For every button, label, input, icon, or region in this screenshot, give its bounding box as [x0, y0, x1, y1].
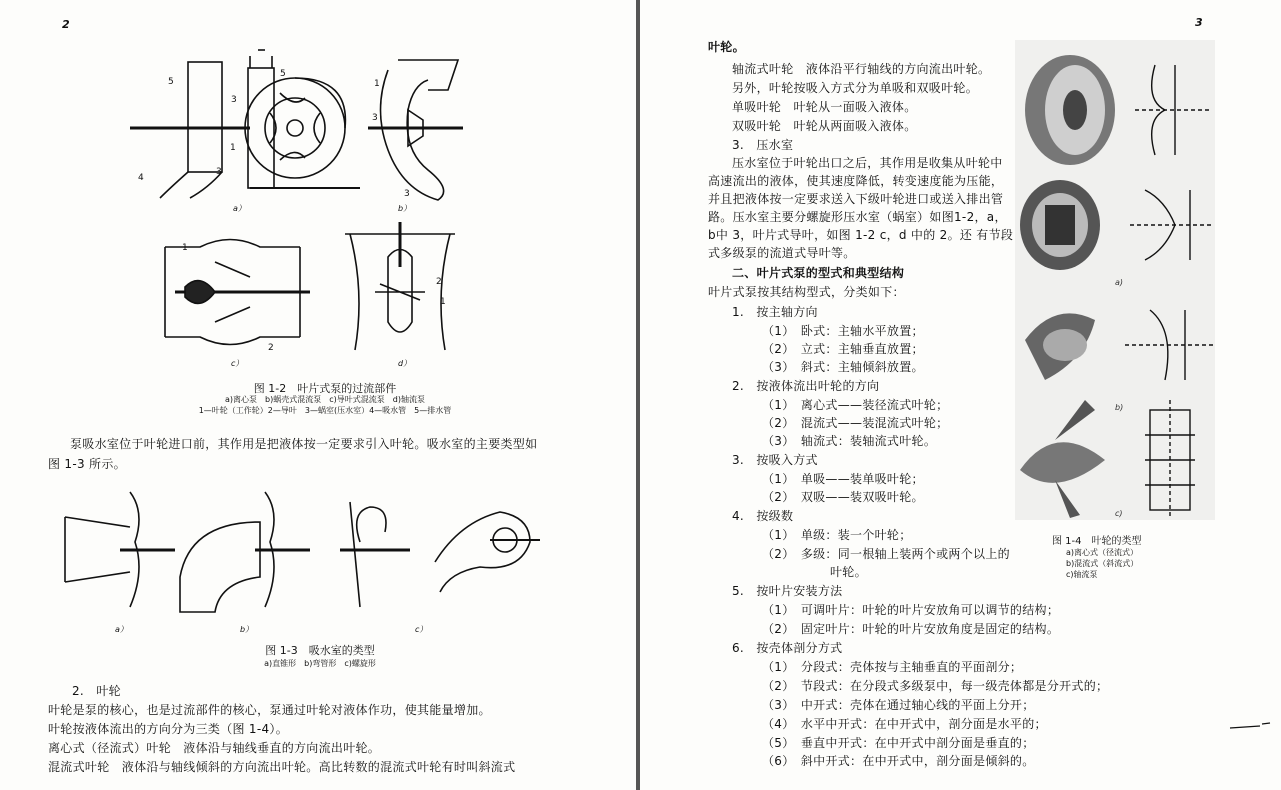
- fig14-tag-b: b): [1115, 403, 1124, 412]
- page-number: 3: [1195, 16, 1203, 29]
- fig12-label-5: 5: [168, 77, 174, 87]
- paragraph-impeller-core: 叶轮是泵的核心，也是过流部件的核心，泵通过叶轮对液体作功，使其能量增加。: [48, 703, 491, 717]
- text-line-5: 双吸叶轮 叶轮从两面吸入液体。: [732, 119, 917, 133]
- item-horizontal-split: （4） 水平中开式：在中开式中，剖分面是水平的；: [762, 717, 1047, 731]
- fig12-caption-line1: a)离心泵 b)蜗壳式混流泵 c)导叶式混流泵 d)轴流泵: [225, 395, 425, 404]
- paragraph-mixed-flow-impeller: 混流式叶轮 液体沿与轴线倾斜的方向流出叶轮。高比转数的混流式叶轮有时叫斜流式: [48, 760, 516, 774]
- fig12-caption-line2: 1—叶轮（工作轮）2—导叶 3—蜗室(压水室）4—吸水管 5—排水管: [198, 406, 452, 415]
- text-line-1: 叶轮。: [708, 40, 745, 54]
- fig12-sub-d: d）: [398, 359, 412, 368]
- fig12c-label-2: 2: [268, 343, 274, 353]
- heading-discharge-chamber: 3. 压水室: [732, 138, 794, 152]
- item-inclined-split: （6） 斜中开式：在中开式中，剖分面是倾斜的。: [762, 754, 1035, 768]
- fig14-caption-c: c)轴流泵: [1066, 570, 1098, 579]
- heading-by-suction: 3. 按吸入方式: [732, 453, 818, 467]
- fig12c-label-1: 1: [182, 243, 188, 253]
- left-page: [0, 0, 636, 790]
- fig14-caption-b: b)混流式（斜流式）: [1066, 559, 1139, 568]
- text-line-14: 叶片式泵按其结构型式，分类如下：: [708, 285, 905, 299]
- fig12-sub-c: c）: [231, 359, 244, 368]
- figure-1-2a-centrifugal-pump: [130, 48, 360, 208]
- heading-by-stages: 4. 按级数: [732, 509, 794, 523]
- fig13-caption-title: 图 1-3 吸水室的类型: [265, 644, 375, 657]
- fig12d-label-1: 1: [440, 297, 446, 307]
- paragraph-impeller-types: 叶轮按液体流出的方向分为三类（图 1-4）。: [48, 722, 289, 736]
- figure-1-2c-diffuser-mixed-pump: [160, 232, 310, 352]
- fig12-caption-title: 图 1-2 叶片式泵的过流部件: [253, 382, 397, 395]
- figure-1-2b-volute-mixed-pump: [368, 50, 478, 208]
- fig12b-label-3: 3: [372, 113, 378, 123]
- text-line-7: 压水室位于叶轮出口之后，其作用是收集从叶轮中: [732, 156, 1003, 170]
- item-single-suction: （1） 单吸——装单吸叶轮；: [762, 472, 924, 486]
- item-sectional: （2） 节段式：在分段式多级泵中，每一级壳体都是分开式的；: [762, 679, 1109, 693]
- heading-by-casing-split: 6. 按壳体剖分方式: [732, 641, 843, 655]
- right-page: [640, 0, 1281, 790]
- fig13-sub-a: a）: [115, 625, 128, 634]
- item-horizontal: （1） 卧式：主轴水平放置；: [762, 324, 924, 338]
- figure-1-2d-axial-pump: [340, 222, 460, 354]
- text-line-12: 式多级泵的流道式导叶等。: [708, 246, 856, 260]
- fig14-tag-a: a): [1115, 278, 1124, 287]
- item-vertical: （2） 立式：主轴垂直放置；: [762, 342, 924, 356]
- text-line-3: 另外，叶轮按吸入方式分为单吸和双吸叶轮。: [732, 81, 979, 95]
- figure-1-3-suction-chambers: [60, 482, 550, 634]
- text-line-2: 轴流式叶轮 液体沿平行轴线的方向流出叶轮。: [732, 62, 991, 76]
- paragraph-radial-impeller: 离心式（径流式）叶轮 液体沿与轴线垂直的方向流出叶轮。: [48, 741, 381, 755]
- text-line-9: 并且把液体按一定要求送入下级叶轮进口或送入排出管: [708, 192, 1004, 206]
- section-impeller-heading: 2. 叶轮: [72, 684, 121, 698]
- heading-by-blade-mount: 5. 按叶片安装方法: [732, 584, 843, 598]
- item-segmented: （1） 分段式：壳体按与主轴垂直的平面剖分；: [762, 660, 1023, 674]
- fig13-sub-c: c）: [415, 625, 428, 634]
- fig13-sub-b: b）: [240, 625, 254, 634]
- fig12-label-5b: 5: [280, 69, 286, 79]
- item-multi-stage: （2） 多级：同一根轴上装两个或两个以上的: [762, 547, 1010, 561]
- fig12b-label-1: 1: [374, 79, 380, 89]
- fig12b-label-3c: 3: [404, 189, 410, 199]
- text-line-8: 高速流出的液体，使其速度降低，转变速度能为压能，: [708, 174, 1004, 188]
- page-number: 2: [62, 18, 70, 31]
- text-line-11: b中 3，叶片式导叶，如图 1-2 c，d 中的 2。还 有节段: [708, 228, 1014, 242]
- fig12-label-3: 3: [231, 95, 237, 105]
- radial-impeller-photo: [1025, 55, 1115, 165]
- fig14-caption-a: a)离心式（径流式）: [1066, 548, 1139, 557]
- item-inclined: （3） 斜式：主轴倾斜放置。: [762, 360, 924, 374]
- fig13-caption-line1: a)直锥形 b)弯管形 c)螺旋形: [264, 659, 376, 668]
- figure-1-4-impeller-types: [1015, 40, 1215, 520]
- text-line-10: 路。压水室主要分螺旋形压水室（蜗室）如图1-2，a，: [708, 210, 1007, 224]
- paragraph-suction-chamber-2: 图 1-3 所示。: [48, 457, 126, 471]
- fig12-label-1: 1: [230, 143, 236, 153]
- fig12-sub-a: a）: [233, 204, 246, 213]
- item-fixed-blade: （2） 固定叶片：叶轮的叶片安放角度是固定的结构。: [762, 622, 1060, 636]
- item-adjustable-blade: （1） 可调叶片：叶轮的叶片安放角可以调节的结构；: [762, 603, 1060, 617]
- fig12-sub-b: b）: [398, 204, 412, 213]
- text-line-4: 单吸叶轮 叶轮从一面吸入液体。: [732, 100, 917, 114]
- item-axial: （3） 轴流式：装轴流式叶轮。: [762, 434, 937, 448]
- fig12-label-4: 4: [138, 173, 144, 183]
- fig12d-label-2: 2: [436, 277, 442, 287]
- fig14-tag-c: c): [1115, 509, 1123, 518]
- item-single-stage: （1） 单级：装一个叶轮；: [762, 528, 912, 542]
- item-centrifugal: （1） 离心式——装径流式叶轮；: [762, 398, 949, 412]
- heading-pump-types: 二、叶片式泵的型式和典型结构: [732, 266, 905, 280]
- item-vertical-split: （5） 垂直中开式：在中开式中剖分面是垂直的；: [762, 736, 1035, 750]
- item-split: （3） 中开式：壳体在通过轴心线的平面上分开；: [762, 698, 1035, 712]
- item-double-suction: （2） 双吸——装双吸叶轮。: [762, 490, 924, 504]
- paragraph-suction-chamber: 泵吸水室位于叶轮进口前，其作用是把液体按一定要求引入叶轮。吸水室的主要类型如: [70, 437, 538, 451]
- fig14-caption-title: 图 1-4 叶轮的类型: [1052, 536, 1142, 547]
- scan-mark: [1230, 720, 1270, 730]
- mixed-impeller-photo: [1020, 180, 1100, 270]
- fig12-label-3b: 3: [216, 167, 222, 177]
- heading-by-flow: 2. 按液体流出叶轮的方向: [732, 379, 880, 393]
- heading-by-shaft: 1. 按主轴方向: [732, 305, 818, 319]
- item-mixed: （2） 混流式——装混流式叶轮；: [762, 416, 949, 430]
- item-multi-stage-cont: 叶轮。: [830, 565, 867, 579]
